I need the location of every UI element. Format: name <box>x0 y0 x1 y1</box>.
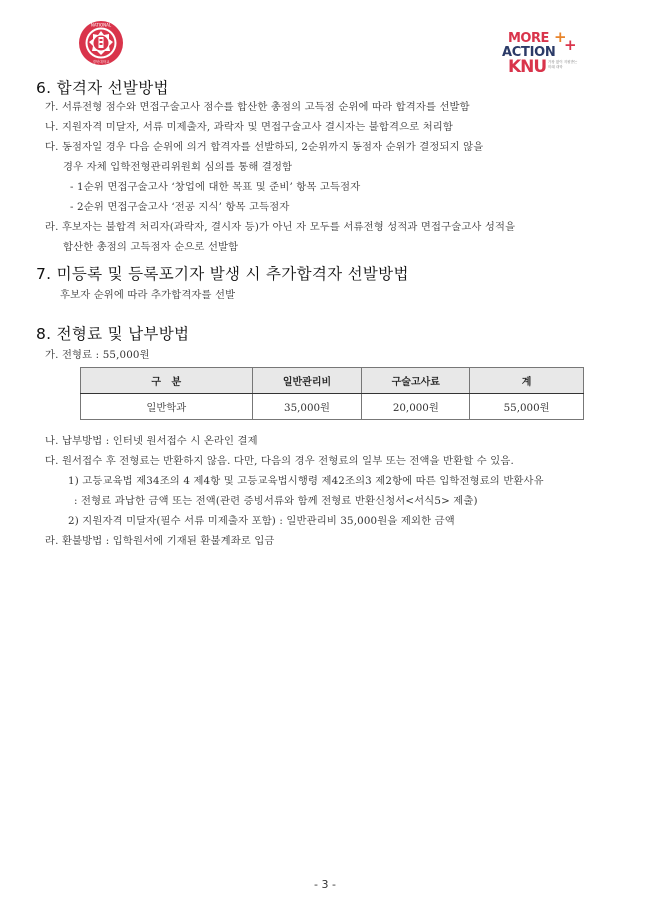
cell-admin-fee: 35,000원 <box>252 394 362 420</box>
header-interview-fee: 구술고사료 <box>362 368 470 394</box>
section-6-item: 다. 동점자일 경우 다음 순위에 의거 합격자를 선발하되, 2순위까지 동점자 순위가 결정되지 않을 <box>45 141 484 153</box>
header-admin-fee: 일반관리비 <box>252 368 362 394</box>
section-6-subitem: - 2순위 면접구술고사 ‘전공 지식’ 항목 고득점자 <box>70 201 290 213</box>
section-6-item-cont: 합산한 총점의 고득점자 순으로 선발함 <box>63 241 239 253</box>
logo-word-knu: KNU <box>508 57 547 77</box>
logo-word-action: ACTION <box>502 45 556 60</box>
table-row <box>81 394 584 420</box>
section-6-item: 가. 서류전형 점수와 면접구술고사 점수를 합산한 총점의 고득점 순위에 따라 합격자를 선발함 <box>45 101 470 113</box>
fee-table <box>80 367 584 420</box>
section-6-item-cont: 경우 자체 입학전형관리위원회 심의를 통해 결정함 <box>63 161 293 173</box>
section-8-item: 라. 환불방법 : 입학원서에 기재된 환불계좌로 입금 <box>45 535 275 547</box>
page-number: - 3 - <box>314 878 336 891</box>
svg-text:NATIONAL: NATIONAL <box>90 22 112 28</box>
cell-interview-fee: 20,000원 <box>362 394 470 420</box>
header-total: 계 <box>470 368 584 394</box>
logo-tagline: 가장 많이 지원받는 미래 대학 <box>548 60 578 69</box>
university-seal-logo <box>78 20 124 66</box>
header-category: 구 분 <box>81 368 253 394</box>
cell-total: 55,000원 <box>470 394 584 420</box>
section-6-item: 라. 후보자는 불합격 처리자(과락자, 결시자 등)가 아닌 자 모두를 서류전형 성적과 면접구술고사 성적을 <box>45 221 516 233</box>
section-8-subitem: 2) 지원자격 미달자(필수 서류 미제출자 포함) : 일반관리비 35,000원을 제외한 금액 <box>68 515 455 527</box>
cell-category: 일반학과 <box>81 394 253 420</box>
logo-word-more: MORE <box>508 31 549 46</box>
section-6-subitem: - 1순위 면접구술고사 ‘창업에 대한 목표 및 준비’ 항목 고득점자 <box>70 181 361 193</box>
logo-plus-icon: + <box>564 36 577 54</box>
section-6-item: 나. 지원자격 미달자, 서류 미제출자, 과락자 및 면접구술고사 결시자는 불합격으로 처리함 <box>45 121 453 133</box>
section-8-subitem: 1) 고등교육법 제34조의 4 제4항 및 고등교육법시행령 제42조의3 제2항에 따른 입학전형료의 반환사유 <box>68 475 544 487</box>
section-8-item: 나. 납부방법 : 인터넷 원서접수 시 온라인 결제 <box>45 435 258 447</box>
section-6-title: 6. 합격자 선발방법 <box>36 79 169 97</box>
logo-plus-icon: + <box>554 28 567 46</box>
section-8-subitem-cont: : 전형료 과납한 금액 또는 전액(관련 증빙서류와 함께 전형료 반환신청서<서식5> 제출) <box>74 495 478 507</box>
section-7-title: 7. 미등록 및 등록포기자 발생 시 추가합격자 선발방법 <box>36 265 409 283</box>
more-action-knu-logo <box>498 28 584 84</box>
section-8-item: 다. 원서접수 후 전형료는 반환하지 않음. 다만, 다음의 경우 전형료의 일부 또는 전액을 반환할 수 있음. <box>45 455 514 467</box>
section-8-title: 8. 전형료 및 납부방법 <box>36 325 190 343</box>
section-7-item: 후보자 순위에 따라 추가합격자를 선발 <box>60 289 236 301</box>
table-header-row <box>81 368 584 394</box>
seal-icon <box>78 20 124 66</box>
svg-text:경북대학교: 경북대학교 <box>92 60 110 64</box>
fee-amount-line: 가. 전형료 : 55,000원 <box>45 349 150 361</box>
